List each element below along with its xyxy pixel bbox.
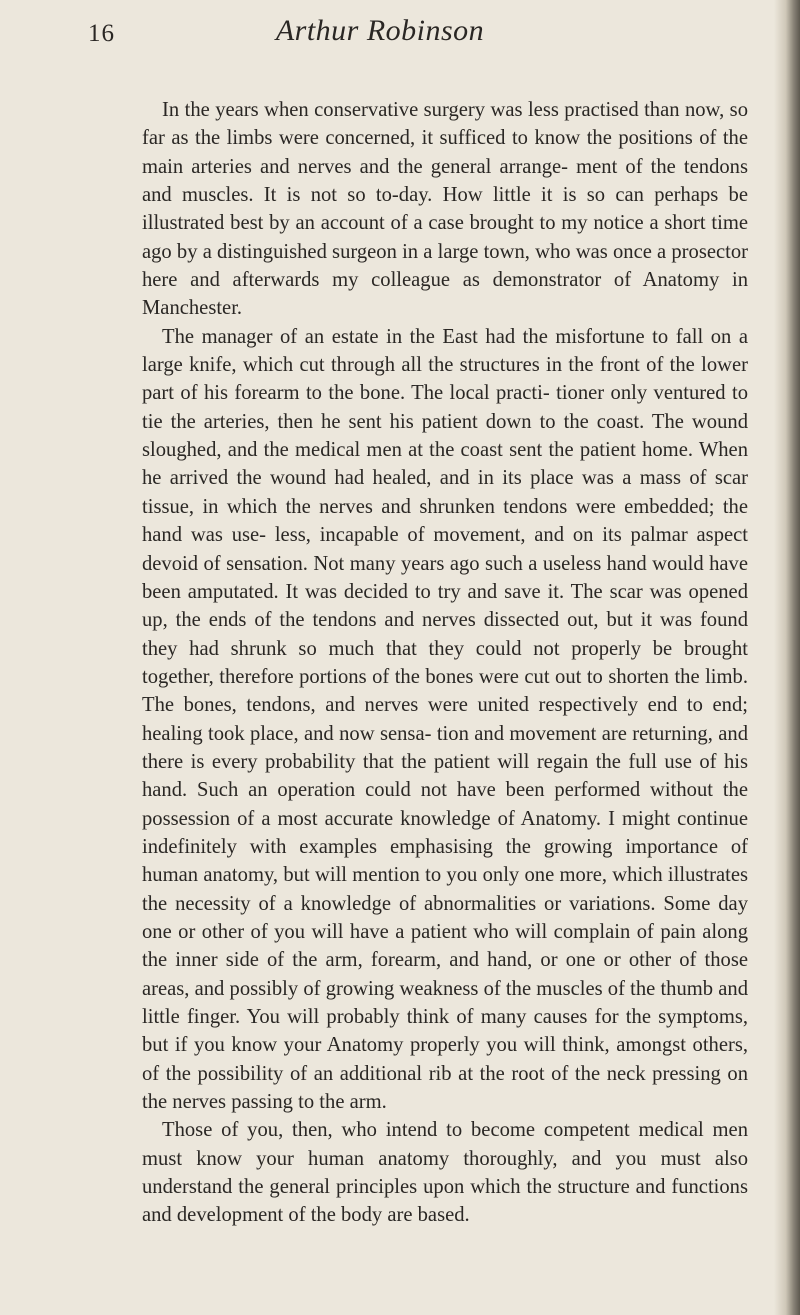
page-header [0,6,760,56]
page-edge-shadow [774,0,800,1315]
running-title: Arthur Robinson [275,14,485,47]
paragraph: Those of you, then, who intend to become competent medical men must know your human anatomy thoroughly, and you must also understand the general principles upon which the structure and functions and development of the body are based. [142,1119,748,1227]
paragraph: In the years when conservative surgery was less practised than now, so far as the limbs were concerned, it sufficed to know the positions of the main arteries and nerves and the general arrange- ment of the tendons and muscles. It is not so to-day. How little it is so can perhaps be illustrated best by an account of a case brought to my notice a short time ago by a distinguished surgeon in a large town, who was once a prosector here and afterwards my colleague as demonstrator of Anatomy in Manchester. [142,99,748,320]
body-text [142,96,748,1230]
page-number: 16 [88,20,115,47]
paragraph: The manager of an estate in the East had the misfortune to fall on a large knife, which cut through all the structures in the front of the lower part of his forearm to the bone. The local practi- tioner only ventured to tie the arteries, then he sent his patient down to the coast. The wound sloughed, and the medical men at the coast sent the patient home. When he arrived the wound had healed, and in its place was a mass of scar tissue, in which the nerves and shrunken tendons were embedded; the hand was use- less, incapable of movement, and on its palmar aspect devoid of sensation. Not many years ago such a useless hand would have been amputated. It was decided to try and save it. The scar was opened up, the ends of the tendons and nerves dissected out, but it was found they had shrunk so much that they could not properly be brought together, therefore portions of the bones were cut out to shorten the limb. The bones, tendons, and nerves were united respectively end to end; healing took place, and now sensa- tion and movement are returning, and there is every probability that the patient will regain the full use of his hand. Such an operation could not have been performed without the possession of a most accurate knowledge of Anatomy. I might continue indefinitely with examples emphasising the growing importance of human anatomy, but will mention to you only one more, which illustrates the necessity of a knowledge of abnormalities or variations. Some day one or other of you will have a patient who will complain of pain along the inner side of the arm, forearm, and hand, or one or other of those areas, and possibly of growing weakness of the muscles of the thumb and little finger. You will probably think of many causes for the symptoms, but if you know your Anatomy properly you will think, amongst others, of the possibility of an additional rib at the root of the neck pressing on the nerves passing to the arm. [142,325,748,1114]
